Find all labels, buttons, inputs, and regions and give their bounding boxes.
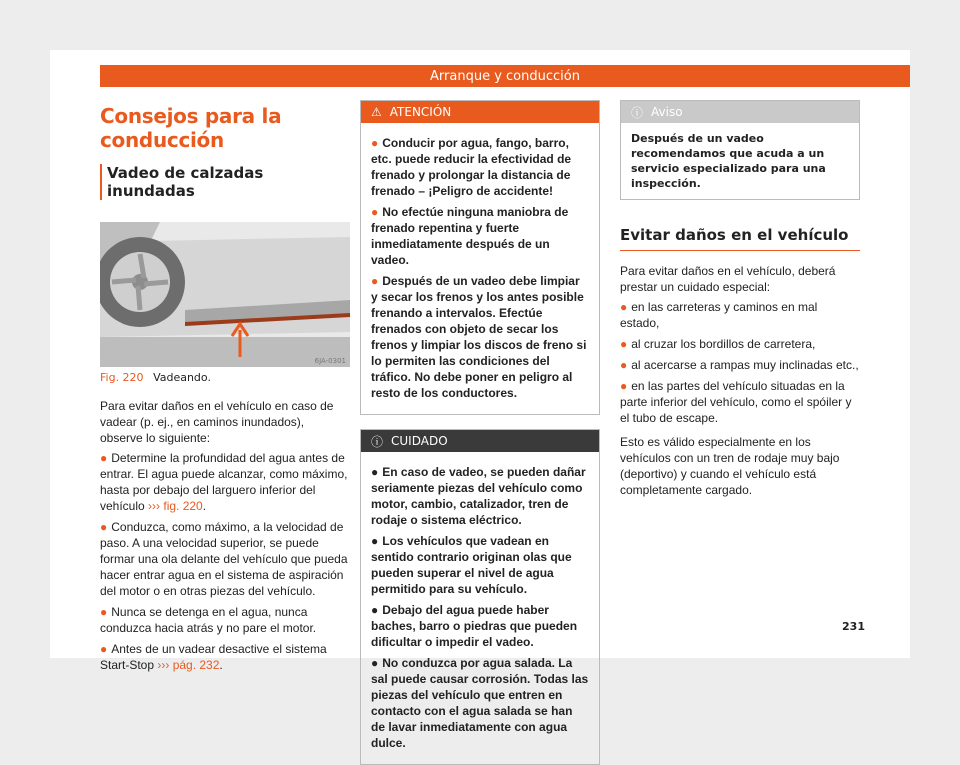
bullet-icon: ● bbox=[100, 642, 108, 656]
list-item-text: Nunca se detenga en el agua, nunca conduzca hacia atrás y no pare el motor. bbox=[100, 605, 317, 635]
list-item bbox=[371, 273, 589, 401]
list-item-end: . bbox=[202, 499, 207, 513]
list-item-text: Los vehículos que vadean en sentido contrario originan olas que pueden superar el nivel de agua permitido para su vehículo. bbox=[371, 534, 572, 596]
column-middle bbox=[360, 100, 600, 765]
figure-code: 6JA-0301 bbox=[314, 357, 346, 365]
list-item bbox=[371, 655, 589, 751]
page-number: 231 bbox=[842, 620, 865, 633]
bullet-icon: ● bbox=[371, 603, 379, 617]
list-item-text: Debajo del agua puede haber baches, barro o piedras que pueden dificultar o impedir el vadeo. bbox=[371, 603, 578, 649]
list-item bbox=[371, 602, 589, 650]
list-item bbox=[620, 299, 860, 331]
list-item-text: No conduzca por agua salada. La sal puede causar corrosión. Todas las piezas del vehículo que entren en contacto con el agua salada se han de lavar inmediatamente con agua dulce. bbox=[371, 656, 589, 750]
figure-caption bbox=[100, 371, 350, 384]
bullet-icon: ● bbox=[620, 300, 628, 314]
bullet-icon: ● bbox=[100, 451, 108, 465]
warning-title: ATENCIÓN bbox=[389, 105, 452, 119]
warning-body bbox=[361, 123, 599, 414]
list-item-text: al cruzar los bordillos de carretera, bbox=[631, 337, 816, 351]
list-item-text: No efectúe ninguna maniobra de frenado repentina y fuerte inmediatamente después de un vadeo. bbox=[371, 205, 569, 267]
warning-header bbox=[361, 101, 599, 123]
notice-text: Después de un vadeo recomendamos que acuda a un servicio especializado para una inspección. bbox=[631, 132, 826, 190]
list-item bbox=[100, 641, 350, 673]
car-side-illustration bbox=[100, 222, 350, 367]
section-title: Consejos para la conducción bbox=[100, 104, 282, 152]
list-item-text: Después de un vadeo debe limpiar y secar los frenos y los antes posible frenando a intervalos. Efectúe frenados con objeto de secar los frenos y limpiar los discos de freno si lo permiten las condiciones del tráfico. No debe poner en peligro al resto de los conductores. bbox=[371, 274, 587, 400]
figure-label: Fig. 220 bbox=[100, 371, 144, 384]
figure-wading bbox=[100, 222, 350, 367]
list-item bbox=[100, 450, 350, 514]
figure-caption-text: Vadeando. bbox=[153, 371, 211, 384]
list-item-text: Determine la profundidad del agua antes de entrar. El agua puede alcanzar, como máximo, hasta por debajo del larguero inferior del vehículo bbox=[100, 451, 348, 513]
bullet-icon: ● bbox=[371, 205, 379, 219]
list-item bbox=[620, 336, 860, 352]
column-right bbox=[620, 100, 860, 498]
notice-box bbox=[620, 100, 860, 200]
list-item bbox=[371, 135, 589, 199]
bullet-icon: ● bbox=[371, 656, 379, 670]
bullet-icon: ● bbox=[100, 520, 108, 534]
list-item-text: Conducir por agua, fango, barro, etc. puede reducir la efectividad de frenado y prolongar la distancia de frenado – ¡Peligro de accidente! bbox=[371, 136, 572, 198]
subsection-title: Vadeo de calzadas inundadas bbox=[100, 164, 350, 200]
chapter-title: Arranque y conducción bbox=[430, 68, 580, 84]
list-item-text: En caso de vadeo, se pueden dañar seriamente piezas del vehículo como motor, cambio, catalizador, tren de rodaje o sistema eléctrico. bbox=[371, 465, 586, 527]
damage-list bbox=[620, 299, 860, 426]
bullet-icon: ● bbox=[620, 358, 628, 372]
wading-list bbox=[100, 450, 350, 673]
list-item bbox=[371, 533, 589, 597]
damage-intro: Para evitar daños en el vehículo, deberá prestar un cuidado especial: bbox=[620, 264, 836, 294]
bullet-icon: ● bbox=[371, 465, 379, 479]
list-item bbox=[620, 357, 860, 373]
notice-header bbox=[621, 101, 859, 123]
notice-body bbox=[621, 123, 859, 199]
list-item-text: al acercarse a rampas muy inclinadas etc., bbox=[631, 358, 859, 372]
list-item bbox=[100, 519, 350, 599]
list-item-text: en las carreteras y caminos en mal estado, bbox=[620, 300, 818, 330]
caution-box bbox=[360, 429, 600, 765]
intro-text: Para evitar daños en el vehículo en caso de vadear (p. ej., en caminos inundados), observe lo siguiente: bbox=[100, 399, 334, 445]
section-title-damage: Evitar daños en el vehículo bbox=[620, 226, 860, 251]
warning-triangle-icon: ⚠ bbox=[371, 105, 382, 119]
page bbox=[50, 50, 910, 750]
list-item-text: en las partes del vehículo situadas en la parte inferior del vehículo, como el spóiler y el tubo de escape. bbox=[620, 379, 852, 425]
list-item bbox=[371, 464, 589, 528]
damage-outro: Esto es válido especialmente en los vehículos con un tren de rodaje muy bajo (deportivo) y cuando el vehículo está completamente cargado. bbox=[620, 435, 840, 497]
caution-circle-icon: ⓘ bbox=[371, 434, 384, 449]
list-item bbox=[371, 204, 589, 268]
bullet-icon: ● bbox=[620, 379, 628, 393]
caution-body bbox=[361, 452, 599, 764]
notice-title: Aviso bbox=[651, 105, 683, 119]
info-icon: ⓘ bbox=[631, 105, 644, 120]
list-item-text: Antes de un vadear desactive el sistema Start-Stop bbox=[100, 642, 327, 672]
bullet-icon: ● bbox=[371, 534, 379, 548]
chapter-header bbox=[100, 65, 910, 87]
warning-box bbox=[360, 100, 600, 415]
page-link[interactable]: ››› pág. 232 bbox=[157, 658, 220, 672]
bullet-icon: ● bbox=[371, 274, 379, 288]
list-item-end: . bbox=[219, 658, 223, 672]
figure-link[interactable]: ››› fig. 220 bbox=[148, 499, 203, 513]
caution-title: CUIDADO bbox=[391, 434, 448, 448]
bullet-icon: ● bbox=[100, 605, 108, 619]
list-item bbox=[620, 378, 860, 426]
column-left bbox=[100, 100, 350, 678]
list-item-text: Conduzca, como máximo, a la velocidad de paso. A una velocidad superior, se puede formar una ola delante del vehículo que pueda hacer entrar agua en el sistema de aspiración del motor o en otras piezas del vehículo. bbox=[100, 520, 348, 598]
warning-list bbox=[371, 135, 589, 401]
bullet-icon: ● bbox=[620, 337, 628, 351]
list-item bbox=[100, 604, 350, 636]
caution-header bbox=[361, 430, 599, 452]
bullet-icon: ● bbox=[371, 136, 379, 150]
